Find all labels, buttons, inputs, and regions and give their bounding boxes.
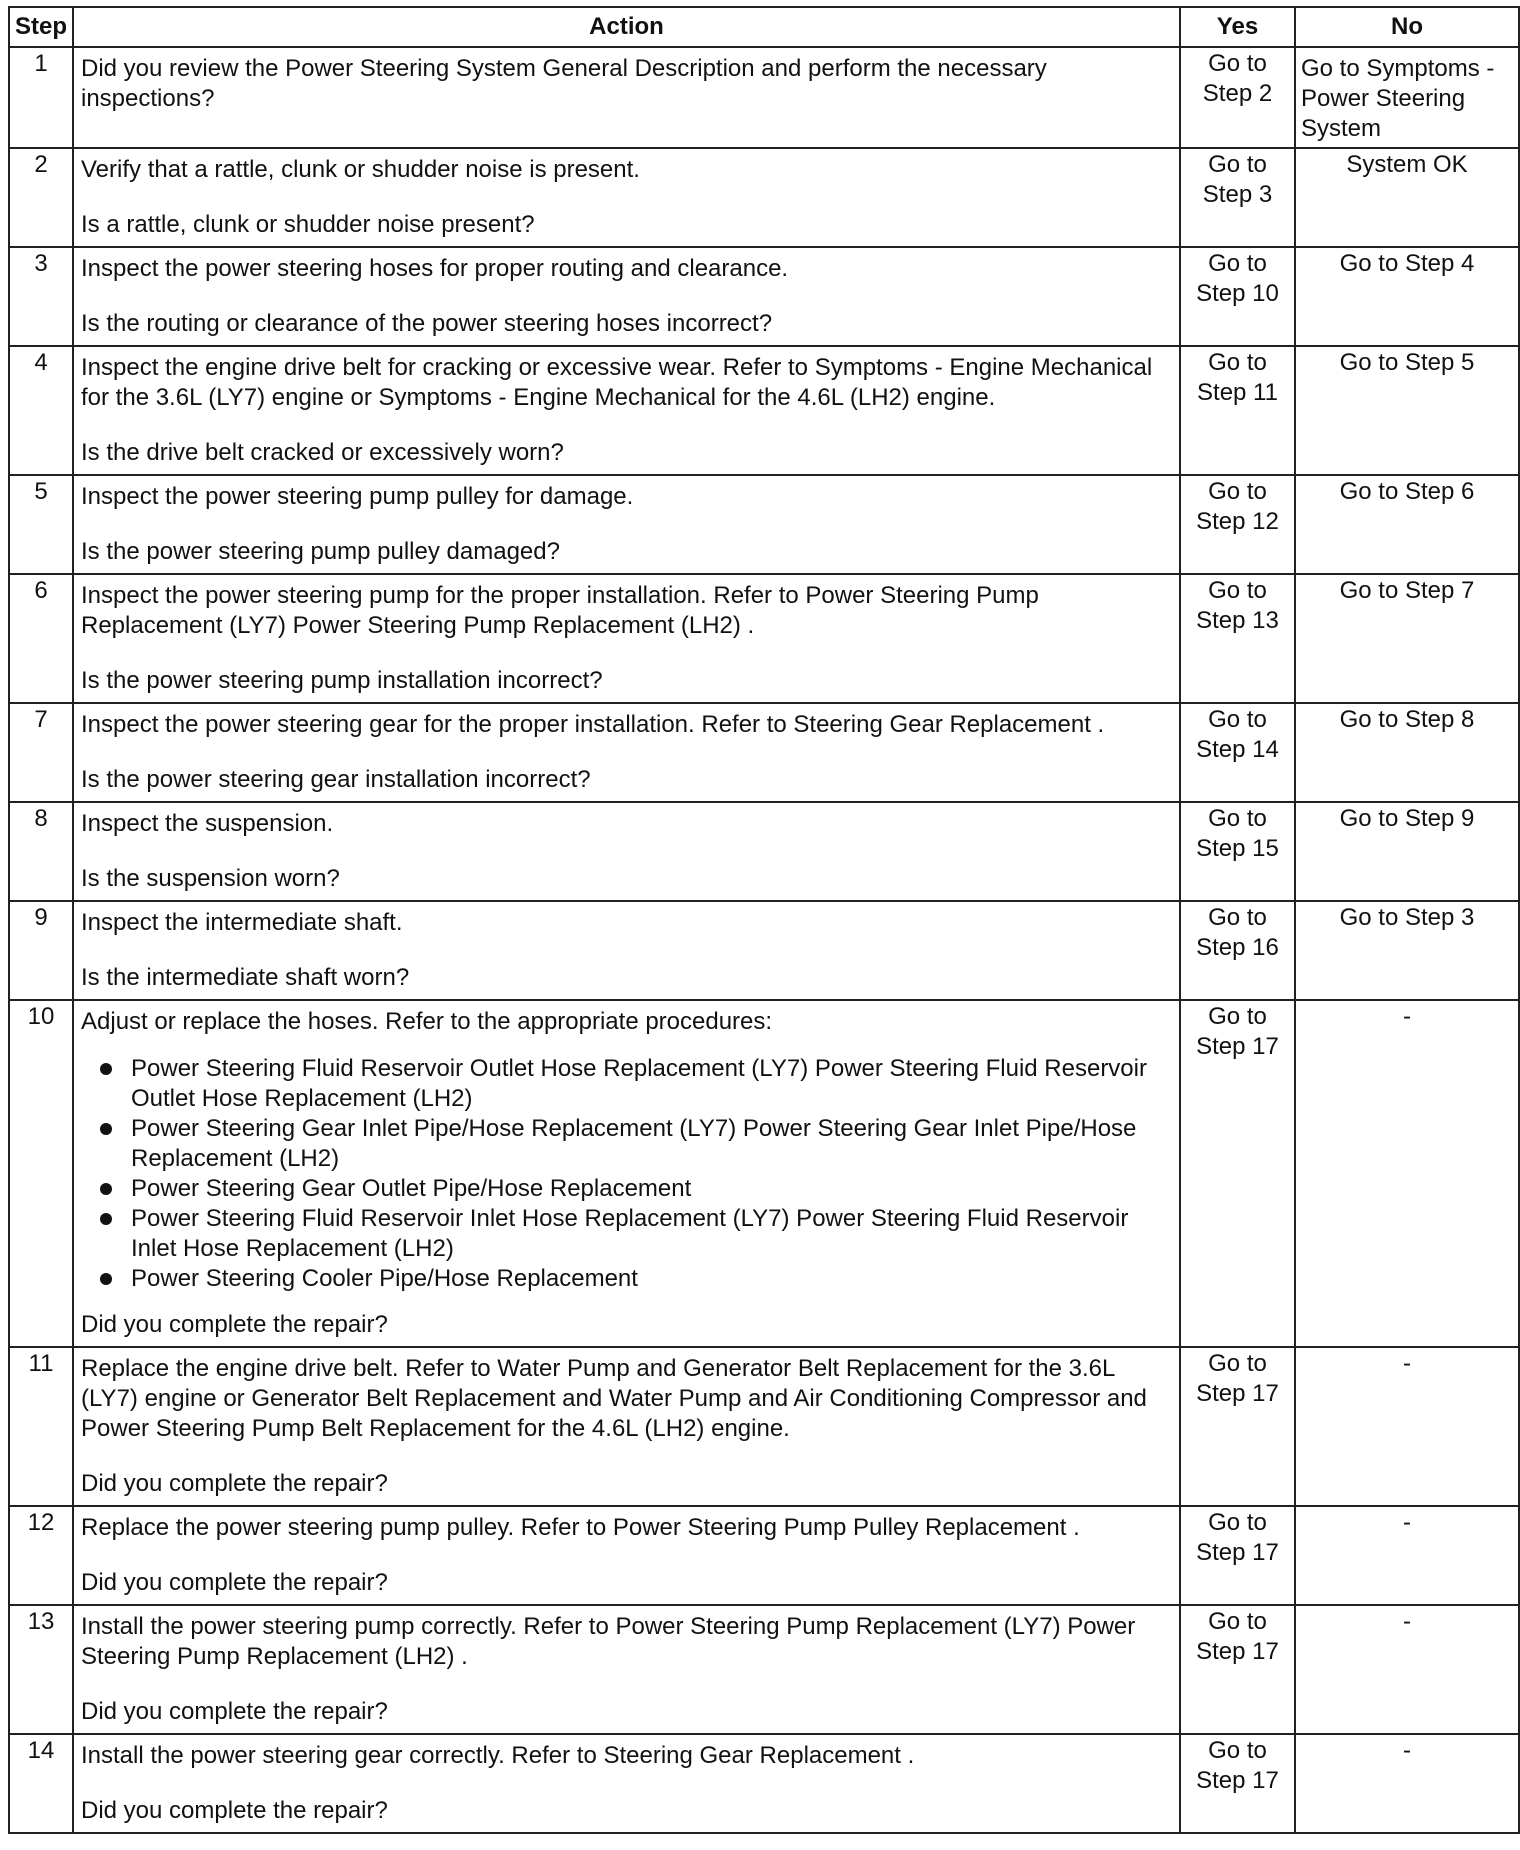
procedure-list [81, 1054, 1173, 1294]
yes-text-line: Step 12 [1196, 508, 1279, 535]
action-cell [73, 1347, 1180, 1506]
action-cell [73, 901, 1180, 1000]
yes-cell [1180, 1605, 1295, 1734]
yes-cell [1180, 475, 1295, 574]
action-question: Is a rattle, clunk or shudder noise present? [81, 211, 535, 238]
no-text: - [1403, 1003, 1411, 1030]
table-row [9, 802, 1519, 901]
yes-text-line: Go to [1208, 478, 1267, 505]
procedure-link: Power Steering Fluid Reservoir Inlet Hose Replacement (LY7) Power Steering Fluid Reservoir Inlet Hose Replacement (LH2) [131, 1205, 1129, 1262]
yes-cell [1180, 148, 1295, 247]
table-row [9, 247, 1519, 346]
step-number: 12 [9, 1506, 73, 1605]
action-text: Inspect the power steering pump pulley for damage. [81, 483, 634, 510]
table-row [9, 346, 1519, 475]
step-number: 13 [9, 1605, 73, 1734]
no-cell [1295, 1347, 1519, 1506]
yes-cell [1180, 802, 1295, 901]
no-cell [1295, 148, 1519, 247]
action-cell [73, 475, 1180, 574]
action-text: Inspect the engine drive belt for cracking or excessive wear. Refer to Symptoms - Engine Mechanical for the 3.6L (LY7) engine or Symptoms - Engine Mechanical for the 4.6L (LH2) engine. [81, 354, 1153, 411]
no-text: Go to Step 6 [1339, 478, 1475, 505]
yes-text-line: Go to [1208, 805, 1267, 832]
yes-text-line: Go to [1208, 1737, 1267, 1764]
action-cell [73, 802, 1180, 901]
yes-text-line: Step 11 [1197, 379, 1278, 406]
action-cell [73, 47, 1180, 148]
step-number: 11 [9, 1347, 73, 1506]
yes-text-line: Go to [1208, 1608, 1267, 1635]
header-row [9, 7, 1519, 47]
table-row [9, 1506, 1519, 1605]
header-step: Step [9, 7, 73, 47]
table-row [9, 574, 1519, 703]
action-text: Inspect the power steering hoses for proper routing and clearance. [81, 255, 789, 282]
bullet-icon [100, 1273, 112, 1285]
yes-text-line: Step 15 [1196, 835, 1279, 862]
yes-text-line: Go to [1208, 1509, 1267, 1536]
bullet-icon [100, 1213, 112, 1225]
table-row [9, 1734, 1519, 1833]
yes-text-line: Step 17 [1196, 1033, 1279, 1060]
list-item [81, 1264, 1173, 1294]
yes-cell [1180, 1347, 1295, 1506]
no-cell [1295, 47, 1519, 148]
header-no: No [1295, 7, 1519, 47]
no-cell [1295, 247, 1519, 346]
yes-cell [1180, 1506, 1295, 1605]
no-cell [1295, 346, 1519, 475]
action-text: Replace the engine drive belt. Refer to Water Pump and Generator Belt Replacement for the 3.6L (LY7) engine or Generator Belt Replacement and Water Pump and Air Conditioning Compressor and Power Steering Pump Belt Replacement for the 4.6L (LH2) engine. [81, 1355, 1147, 1442]
action-question: Did you complete the repair? [81, 1569, 388, 1596]
yes-text-line: Step 10 [1196, 280, 1279, 307]
action-question: Is the routing or clearance of the power steering hoses incorrect? [81, 310, 773, 337]
diagnostic-table [8, 6, 1520, 1834]
table-row [9, 1000, 1519, 1347]
yes-cell [1180, 247, 1295, 346]
bullet-icon [100, 1123, 112, 1135]
yes-cell [1180, 346, 1295, 475]
action-cell [73, 1734, 1180, 1833]
yes-text-line: Step 13 [1196, 607, 1279, 634]
action-cell [73, 574, 1180, 703]
bullet-icon [100, 1063, 112, 1075]
no-text: Go to Step 3 [1339, 904, 1475, 931]
no-text: - [1403, 1608, 1411, 1635]
step-number: 3 [9, 247, 73, 346]
no-cell [1295, 703, 1519, 802]
action-cell [73, 148, 1180, 247]
step-number: 7 [9, 703, 73, 802]
list-item [81, 1174, 1173, 1204]
action-text: Verify that a rattle, clunk or shudder noise is present. [81, 156, 640, 183]
no-text: System OK [1346, 151, 1468, 178]
procedure-link: Power Steering Gear Outlet Pipe/Hose Replacement [131, 1175, 692, 1202]
table-row [9, 1605, 1519, 1734]
header-yes: Yes [1180, 7, 1295, 47]
no-cell [1295, 1000, 1519, 1347]
table-body [9, 47, 1519, 1833]
yes-cell [1180, 574, 1295, 703]
action-text: Install the power steering pump correctly. Refer to Power Steering Pump Replacement (LY7) Power Steering Pump Replacement (LH2) . [81, 1613, 1136, 1670]
diagnostic-table-container [8, 6, 1518, 1834]
table-row [9, 703, 1519, 802]
procedure-link: Power Steering Gear Inlet Pipe/Hose Replacement (LY7) Power Steering Gear Inlet Pipe/Hose Replacement (LH2) [131, 1115, 1137, 1172]
yes-text-line: Go to [1208, 349, 1267, 376]
list-item [81, 1204, 1173, 1264]
no-text: Go to Step 7 [1339, 577, 1475, 604]
yes-cell [1180, 901, 1295, 1000]
action-text: Inspect the suspension. [81, 810, 334, 837]
table-row [9, 148, 1519, 247]
no-cell [1295, 574, 1519, 703]
step-number: 14 [9, 1734, 73, 1833]
action-cell [73, 703, 1180, 802]
action-cell [73, 247, 1180, 346]
list-item [81, 1114, 1173, 1174]
action-question: Is the power steering pump pulley damaged? [81, 538, 560, 565]
yes-text-line: Go to [1208, 250, 1267, 277]
no-cell [1295, 901, 1519, 1000]
step-number: 8 [9, 802, 73, 901]
no-cell [1295, 802, 1519, 901]
action-question: Is the suspension worn? [81, 865, 340, 892]
yes-text-line: Go to [1208, 904, 1267, 931]
yes-text-line: Go to [1208, 50, 1267, 77]
table-row [9, 47, 1519, 148]
yes-cell [1180, 47, 1295, 148]
no-text: - [1403, 1509, 1411, 1536]
no-text: Go to Step 4 [1339, 250, 1475, 277]
action-question: Is the drive belt cracked or excessively worn? [81, 439, 564, 466]
yes-text-line: Step 2 [1202, 80, 1273, 107]
step-number: 5 [9, 475, 73, 574]
action-question: Is the power steering pump installation incorrect? [81, 667, 603, 694]
no-cell [1295, 475, 1519, 574]
step-number: 4 [9, 346, 73, 475]
action-cell [73, 1506, 1180, 1605]
step-number: 2 [9, 148, 73, 247]
step-number: 10 [9, 1000, 73, 1347]
yes-cell [1180, 703, 1295, 802]
yes-text-line: Go to [1208, 1350, 1267, 1377]
step-number: 9 [9, 901, 73, 1000]
action-question: Is the intermediate shaft worn? [81, 964, 410, 991]
no-cell [1295, 1734, 1519, 1833]
yes-cell [1180, 1734, 1295, 1833]
action-question: Did you complete the repair? [81, 1311, 388, 1338]
no-text: - [1403, 1737, 1411, 1764]
action-text: Inspect the power steering gear for the proper installation. Refer to Steering Gear Replacement . [81, 711, 1105, 738]
action-text: Adjust or replace the hoses. Refer to the appropriate procedures: [81, 1008, 773, 1035]
no-text: Go to Step 5 [1339, 349, 1475, 376]
no-text: - [1403, 1350, 1411, 1377]
procedure-link: Power Steering Fluid Reservoir Outlet Hose Replacement (LY7) Power Steering Fluid Reservoir Outlet Hose Replacement (LH2) [131, 1055, 1147, 1112]
action-text: Replace the power steering pump pulley. Refer to Power Steering Pump Pulley Replacement . [81, 1514, 1080, 1541]
yes-text-line: Go to [1208, 706, 1267, 733]
bullet-icon [100, 1183, 112, 1195]
yes-text-line: Step 17 [1196, 1539, 1279, 1566]
no-cell [1295, 1506, 1519, 1605]
action-cell [73, 346, 1180, 475]
step-number: 1 [9, 47, 73, 148]
action-question: Did you complete the repair? [81, 1797, 388, 1824]
yes-text-line: Step 14 [1196, 736, 1279, 763]
action-cell [73, 1605, 1180, 1734]
yes-text-line: Go to [1208, 151, 1267, 178]
action-text: Did you review the Power Steering System General Description and perform the necessary inspections? [81, 55, 1047, 112]
step-number: 6 [9, 574, 73, 703]
yes-text-line: Step 3 [1202, 181, 1273, 208]
yes-cell [1180, 1000, 1295, 1347]
yes-text-line: Step 17 [1196, 1767, 1279, 1794]
yes-text-line: Step 16 [1196, 934, 1279, 961]
no-text: Go to Step 9 [1339, 805, 1475, 832]
procedure-link: Power Steering Cooler Pipe/Hose Replacement [131, 1265, 638, 1292]
yes-text-line: Go to [1208, 577, 1267, 604]
action-question: Is the power steering gear installation incorrect? [81, 766, 591, 793]
yes-text-line: Step 17 [1196, 1380, 1279, 1407]
list-item [81, 1054, 1173, 1114]
no-cell [1295, 1605, 1519, 1734]
action-question: Did you complete the repair? [81, 1470, 388, 1497]
no-text: Go to Symptoms - Power Steering System [1301, 55, 1495, 142]
action-question: Did you complete the repair? [81, 1698, 388, 1725]
action-text: Inspect the intermediate shaft. [81, 909, 403, 936]
action-text: Inspect the power steering pump for the proper installation. Refer to Power Steering Pump Replacement (LY7) Power Steering Pump Replacement (LH2) . [81, 582, 1039, 639]
table-row [9, 901, 1519, 1000]
header-action: Action [73, 7, 1180, 47]
yes-text-line: Go to [1208, 1003, 1267, 1030]
action-text: Install the power steering gear correctly. Refer to Steering Gear Replacement . [81, 1742, 915, 1769]
table-row [9, 475, 1519, 574]
no-text: Go to Step 8 [1339, 706, 1475, 733]
table-row [9, 1347, 1519, 1506]
action-cell [73, 1000, 1180, 1347]
yes-text-line: Step 17 [1196, 1638, 1279, 1665]
